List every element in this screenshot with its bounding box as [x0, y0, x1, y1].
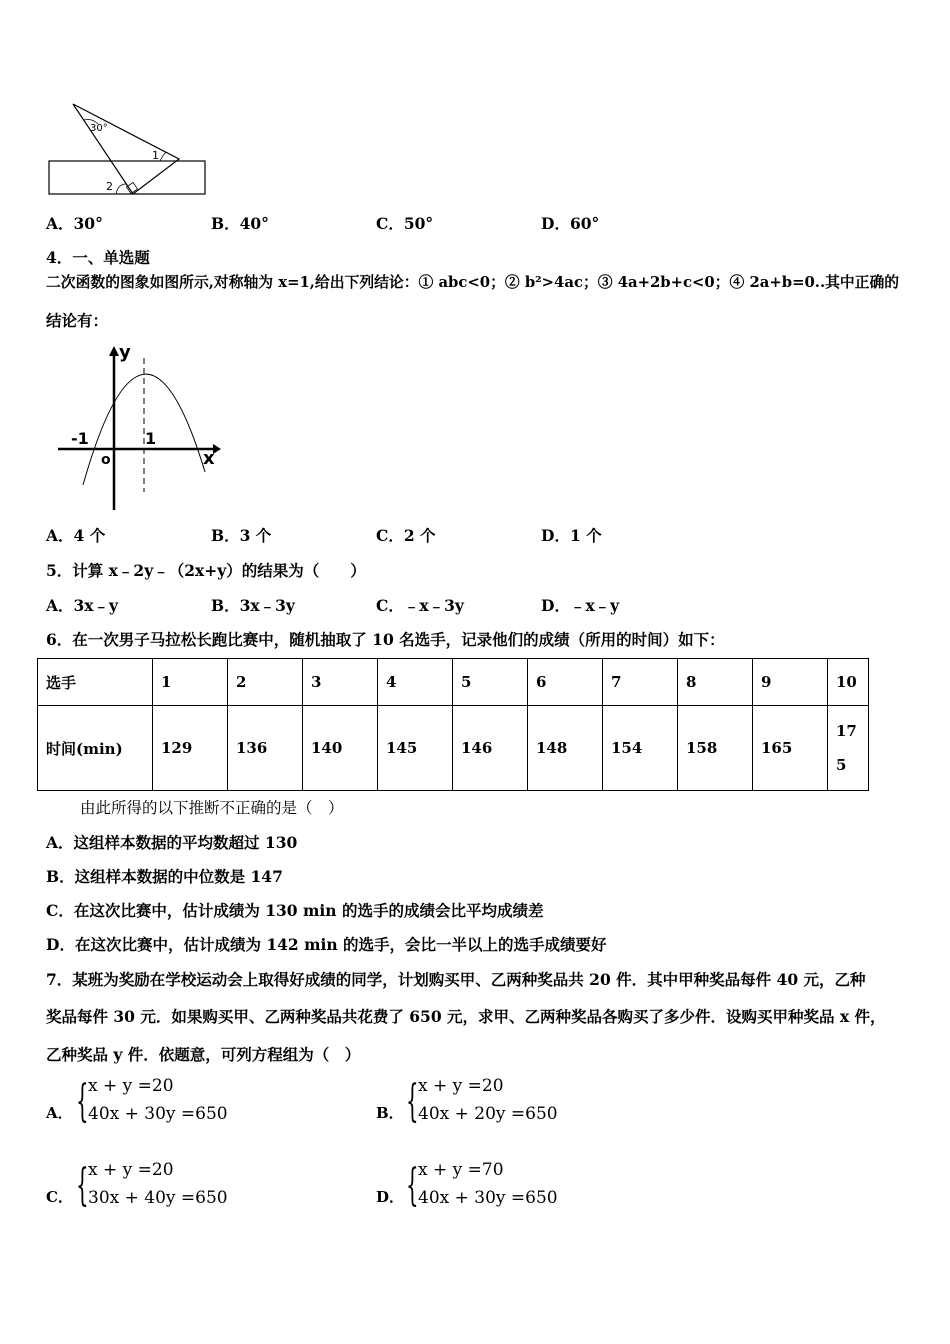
brace-icon: {: [406, 1160, 419, 1211]
q7-line1: 7．某班为奖励在学校运动会上取得好成绩的同学，计划购买甲、乙两种奖品共 20 件．其中甲种奖品每件 40 元，乙种: [46, 970, 866, 989]
brace-icon: {: [76, 1160, 89, 1211]
angle-arc-1: [160, 152, 166, 161]
table-cell: 165: [753, 706, 828, 791]
q7-option-a-eq2: 40x + 30y =650: [88, 1104, 228, 1124]
triangle-ruler-figure: [40, 98, 215, 200]
table-cell: 154: [603, 706, 678, 791]
q4-option-c[interactable]: C．2 个: [376, 526, 436, 545]
q7-line3: 乙种奖品 y 件．依题意，可列方程组为（ ）: [46, 1045, 361, 1064]
q5-option-b[interactable]: B．3x﹣3y: [211, 596, 295, 615]
angle-30-label: 30°: [90, 123, 108, 134]
marathon-table: [37, 658, 869, 791]
angle-2-label: 2: [106, 180, 113, 193]
q4-stem-line2: 结论有：: [46, 311, 109, 330]
q7-option-a-label: A．: [46, 1104, 73, 1122]
table-row: [38, 659, 869, 706]
q4-stem-line1: 二次函数的图象如图所示,对称轴为 x=1,给出下列结论：① abc<0；② b²>4ac；③ 4a+2b+c<0；④ 2a+b=0..其中正确的: [46, 274, 900, 291]
table-cell: 17 5: [828, 706, 869, 791]
q4-option-d[interactable]: D．1 个: [541, 526, 602, 545]
q7-option-c-eq1: x + y =20: [88, 1160, 174, 1180]
table-cell: 148: [528, 706, 603, 791]
table-cell: 140: [303, 706, 378, 791]
table-cell: 7: [603, 659, 678, 706]
y-axis-arrow-icon: [109, 346, 119, 356]
q3-options: [46, 212, 599, 234]
q7-option-d-eq1: x + y =70: [418, 1160, 504, 1180]
row-label-player: 选手: [38, 659, 153, 706]
q4-option-a[interactable]: A．4 个: [46, 526, 106, 545]
table-cell: 146: [453, 706, 528, 791]
q3-option-c[interactable]: C．50°: [376, 214, 434, 233]
q5-option-d[interactable]: D．﹣x﹣y: [541, 596, 620, 615]
x-axis-label: x: [203, 448, 215, 469]
q7-option-b-label: B．: [376, 1104, 404, 1122]
q7-option-b-eq1: x + y =20: [418, 1076, 504, 1096]
ruler-rect: [49, 161, 205, 194]
one-label: 1: [145, 429, 157, 448]
q6-option-c[interactable]: C．在这次比赛中，估计成绩为 130 min 的选手的成绩会比平均成绩差: [46, 901, 544, 920]
table-cell: 6: [528, 659, 603, 706]
table-cell: 4: [378, 659, 453, 706]
parabola-graph: [55, 340, 225, 515]
table-cell: 5: [453, 659, 528, 706]
q5-stem: 5．计算 x﹣2y﹣（2x+y）的结果为（ ）: [46, 561, 366, 580]
q7-option-d-label: D．: [376, 1188, 405, 1206]
table-row: [38, 706, 869, 791]
y-axis-label: y: [119, 342, 131, 363]
table-cell: 136: [228, 706, 303, 791]
table-cell: 145: [378, 706, 453, 791]
table-cell: 158: [678, 706, 753, 791]
minus-one-label: -1: [71, 429, 89, 448]
q3-option-d[interactable]: D．60°: [541, 214, 600, 233]
table-cell: 8: [678, 659, 753, 706]
table-cell: 2: [228, 659, 303, 706]
q7-option-c-label: C．: [46, 1188, 73, 1206]
q7-option-d-eq2: 40x + 30y =650: [418, 1188, 558, 1208]
q3-option-b[interactable]: B．40°: [211, 214, 269, 233]
table-cell: 1: [153, 659, 228, 706]
q6-question: 由此所得的以下推断不正确的是（ ）: [80, 799, 344, 817]
q6-option-a[interactable]: A．这组样本数据的平均数超过 130: [46, 833, 298, 852]
table-cell: 10: [828, 659, 869, 706]
q6-option-d[interactable]: D．在这次比赛中，估计成绩为 142 min 的选手，会比一半以上的选手成绩要好: [46, 935, 607, 954]
brace-icon: {: [406, 1076, 419, 1127]
brace-icon: {: [76, 1076, 89, 1127]
angle-arc-2: [116, 184, 126, 194]
table-cell: 9: [753, 659, 828, 706]
q6-stem: 6．在一次男子马拉松长跑比赛中，随机抽取了 10 名选手，记录他们的成绩（所用的时间）如下：: [46, 630, 725, 649]
row-label-time: 时间(min): [38, 706, 153, 791]
q7-option-b-eq2: 40x + 20y =650: [418, 1104, 558, 1124]
q4-header: 4．一、单选题: [46, 248, 150, 267]
q7-option-c-eq2: 30x + 40y =650: [88, 1188, 228, 1208]
origin-label: o: [101, 452, 111, 468]
q5-options: [46, 594, 619, 616]
set-square-triangle: [73, 104, 179, 194]
q4-options: [46, 524, 602, 546]
q3-option-a[interactable]: A．30°: [46, 214, 103, 233]
q5-option-a[interactable]: A．3x﹣y: [46, 596, 119, 615]
angle-1-label: 1: [152, 149, 159, 162]
table-cell: 129: [153, 706, 228, 791]
table-cell: 3: [303, 659, 378, 706]
q6-option-b[interactable]: B．这组样本数据的中位数是 147: [46, 867, 283, 886]
q7-option-a-eq1: x + y =20: [88, 1076, 174, 1096]
q7-line2: 奖品每件 30 元．如果购买甲、乙两种奖品共花费了 650 元，求甲、乙两种奖品各购买了多少件．设购买甲种奖品 x 件，: [46, 1007, 886, 1026]
q5-option-c[interactable]: C．﹣x﹣3y: [376, 596, 464, 615]
q4-option-b[interactable]: B．3 个: [211, 526, 272, 545]
